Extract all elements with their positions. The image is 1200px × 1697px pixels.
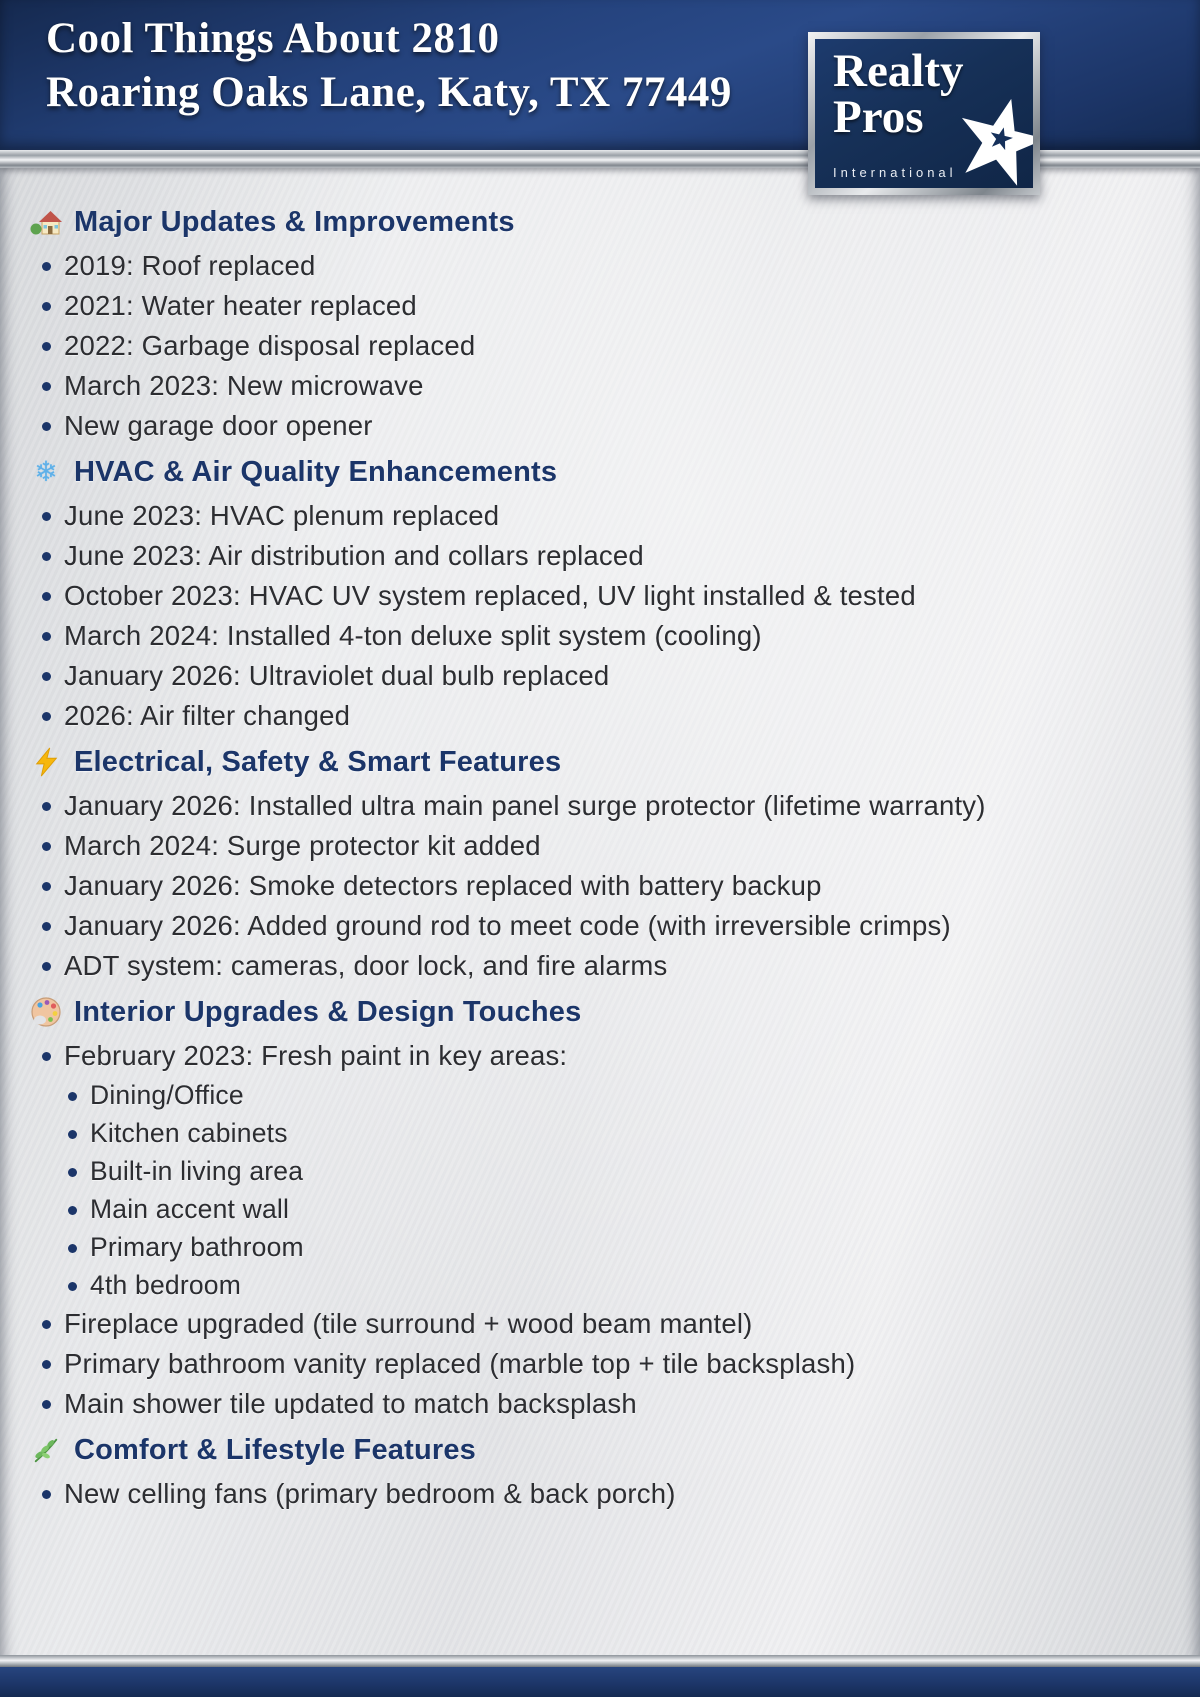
list-item: 2021: Water heater replaced <box>40 286 1200 326</box>
list-item: Primary bathroom vanity replaced (marble top + tile backsplash) <box>40 1344 1200 1384</box>
list-subitem: Kitchen cabinets <box>66 1114 1200 1152</box>
comfort-list <box>0 1474 1200 1514</box>
logo-word-pros: Pros <box>833 91 924 143</box>
list-item: February 2023: Fresh paint in key areas: <box>40 1036 1200 1076</box>
palette-icon <box>30 996 62 1028</box>
star-icon <box>955 94 1033 186</box>
lightning-icon <box>30 746 62 778</box>
herb-icon <box>30 1434 62 1466</box>
page-title-line2: Roaring Oaks Lane, Katy, TX 77449 <box>46 69 732 116</box>
page-title-line1: Cool Things About 2810 <box>46 15 500 62</box>
footer-divider <box>0 1655 1200 1667</box>
snowflake-icon: ❄ <box>34 456 58 487</box>
section-header-electrical <box>30 740 1200 784</box>
list-item: January 2026: Smoke detectors replaced with battery backup <box>40 866 1200 906</box>
fresh-paint-sublist <box>0 1076 1200 1304</box>
list-subitem: Dining/Office <box>66 1076 1200 1114</box>
hvac-list <box>0 496 1200 736</box>
logo-word-realty: Realty <box>833 45 964 97</box>
list-subitem: Built-in living area <box>66 1152 1200 1190</box>
list-item: June 2023: Air distribution and collars replaced <box>40 536 1200 576</box>
house-icon <box>30 206 62 238</box>
footer-bar <box>0 1667 1200 1697</box>
section-title: Comfort & Lifestyle Features <box>74 1433 477 1466</box>
section-title: Interior Upgrades & Design Touches <box>74 995 582 1028</box>
list-item: October 2023: HVAC UV system replaced, UV light installed & tested <box>40 576 1200 616</box>
list-item: New celling fans (primary bedroom & back porch) <box>40 1474 1200 1514</box>
section-title: Electrical, Safety & Smart Features <box>74 745 562 778</box>
interior-list-continued <box>0 1304 1200 1424</box>
list-item: ADT system: cameras, door lock, and fire alarms <box>40 946 1200 986</box>
list-item: June 2023: HVAC plenum replaced <box>40 496 1200 536</box>
content-area <box>0 196 1200 1514</box>
list-item: 2022: Garbage disposal replaced <box>40 326 1200 366</box>
list-item: January 2026: Ultraviolet dual bulb replaced <box>40 656 1200 696</box>
list-item: Fireplace upgraded (tile surround + wood beam mantel) <box>40 1304 1200 1344</box>
list-item: March 2024: Installed 4-ton deluxe split system (cooling) <box>40 616 1200 656</box>
section-header-interior <box>30 990 1200 1034</box>
list-item: March 2023: New microwave <box>40 366 1200 406</box>
list-item: Main shower tile updated to match backsplash <box>40 1384 1200 1424</box>
section-header-hvac <box>30 450 1200 494</box>
interior-list <box>0 1036 1200 1076</box>
section-title: Major Updates & Improvements <box>74 205 515 238</box>
section-title: HVAC & Air Quality Enhancements <box>74 455 558 488</box>
electrical-list <box>0 786 1200 986</box>
list-subitem: 4th bedroom <box>66 1266 1200 1304</box>
list-item: 2026: Air filter changed <box>40 696 1200 736</box>
major-updates-list <box>0 246 1200 446</box>
logo-panel <box>815 39 1033 188</box>
logo-word-international: International <box>833 165 957 180</box>
realty-pros-logo <box>808 32 1040 195</box>
list-item: January 2026: Installed ultra main panel surge protector (lifetime warranty) <box>40 786 1200 826</box>
list-subitem: Main accent wall <box>66 1190 1200 1228</box>
list-item: January 2026: Added ground rod to meet code (with irreversible crimps) <box>40 906 1200 946</box>
list-subitem: Primary bathroom <box>66 1228 1200 1266</box>
list-item: 2019: Roof replaced <box>40 246 1200 286</box>
list-item: March 2024: Surge protector kit added <box>40 826 1200 866</box>
page-title <box>46 12 732 120</box>
list-item: New garage door opener <box>40 406 1200 446</box>
section-header-comfort <box>30 1428 1200 1472</box>
section-header-major-updates <box>30 200 1200 244</box>
